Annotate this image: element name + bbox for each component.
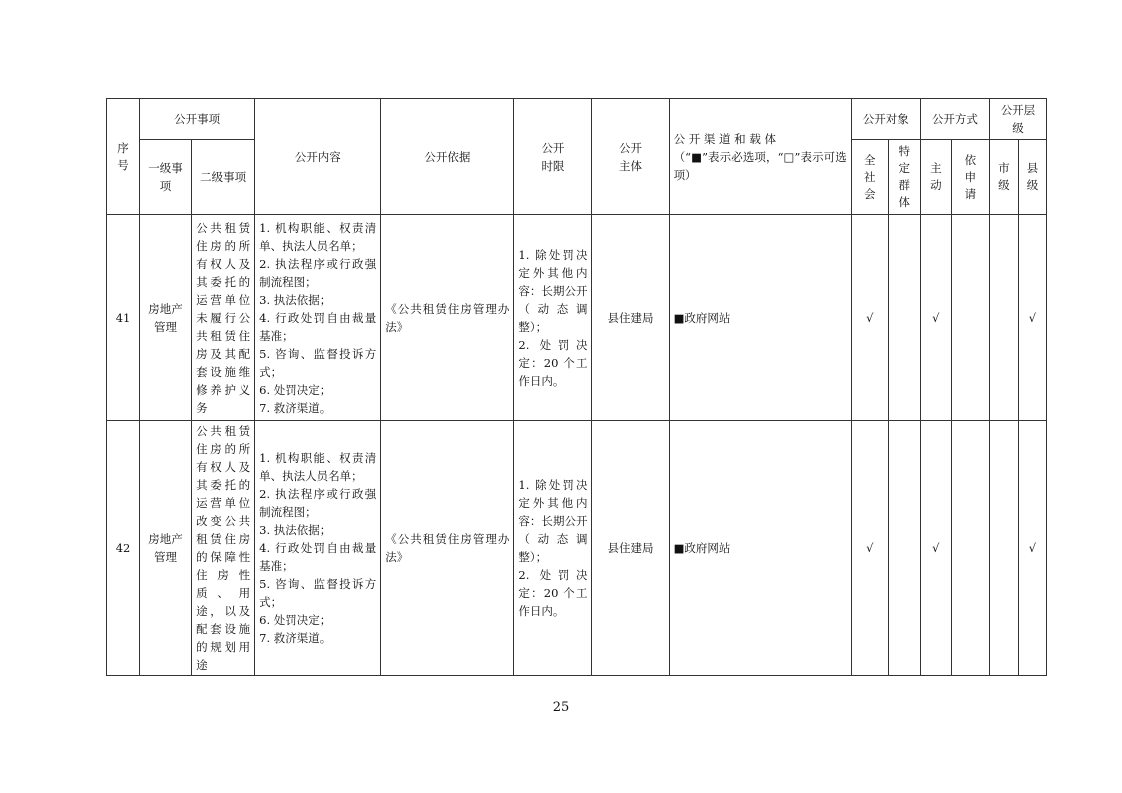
header-level-county: 县 级	[1018, 140, 1046, 215]
row-level2: 公共租赁住房的所有权人及其委托的运营单位改变公共租赁住房的保障性住房性质、用途，以及配套设施的规划用途	[192, 421, 255, 676]
row-level-county: √	[1018, 421, 1046, 676]
row-subject: 县住建局	[592, 215, 669, 421]
row-method-active: √	[920, 421, 951, 676]
row-level-city	[989, 215, 1018, 421]
header-matter: 公开事项	[140, 99, 255, 140]
header-method-request: 依 申 请	[951, 140, 989, 215]
header-seq: 序 号	[107, 99, 140, 215]
header-basis: 公开依据	[381, 99, 514, 215]
row-target-all: √	[851, 421, 888, 676]
header-content: 公开内容	[255, 99, 381, 215]
row-content: 1. 机构职能、权责清单、执法人员名单； 2. 执法程序或行政强制流程图； 3. 执法依据； 4. 行政处罚自由裁量基准； 5. 咨询、监督投诉方式； 6. 处罚决定； 7. 救济渠道。	[255, 421, 381, 676]
row-content: 1. 机构职能、权责清单、执法人员名单； 2. 执法程序或行政强制流程图； 3. 执法依据； 4. 行政处罚自由裁量基准； 5. 咨询、监督投诉方式； 6. 处罚决定； 7. 救济渠道。	[255, 215, 381, 421]
row-target-specific	[888, 421, 920, 676]
row-target-specific	[888, 215, 920, 421]
row-basis: 《公共租赁住房管理办法》	[381, 421, 514, 676]
row-subject: 县住建局	[592, 421, 669, 676]
header-method: 公开方式	[920, 99, 989, 140]
disclosure-table	[106, 98, 1047, 676]
row-channel: ■政府网站	[669, 215, 851, 421]
header-level1: 一级事 项	[140, 140, 192, 215]
header-level: 公开层 级	[989, 99, 1046, 140]
row-method-request	[951, 421, 989, 676]
header-target-all: 全 社 会	[851, 140, 888, 215]
header-row-1	[107, 99, 1047, 140]
row-target-all: √	[851, 215, 888, 421]
row-seq: 42	[107, 421, 140, 676]
header-time-limit: 公开 时限	[514, 99, 592, 215]
row-time-limit: 1. 除处罚决定外其他内容：长期公开（动态调整）； 2. 处罚决定：20 个工作日内。	[514, 215, 592, 421]
row-basis: 《公共租赁住房管理办法》	[381, 215, 514, 421]
row-time-limit: 1. 除处罚决定外其他内容：长期公开（动态调整）； 2. 处罚决定：20 个工作日内。	[514, 421, 592, 676]
header-channel: 公 开 渠 道 和 载 体 （“■”表示必选项，“□”表示可选项）	[669, 99, 851, 215]
page-number: 25	[552, 700, 570, 715]
header-level2: 二级事项	[192, 140, 255, 215]
header-target-specific: 特 定 群 体	[888, 140, 920, 215]
row-method-active: √	[920, 215, 951, 421]
row-channel: ■政府网站	[669, 421, 851, 676]
row-level1: 房地产 管理	[140, 421, 192, 676]
header-subject: 公开 主体	[592, 99, 669, 215]
table-row	[107, 215, 1047, 421]
row-method-request	[951, 215, 989, 421]
header-target: 公开对象	[851, 99, 920, 140]
row-seq: 41	[107, 215, 140, 421]
header-method-active: 主 动	[920, 140, 951, 215]
table-row	[107, 421, 1047, 676]
row-level1: 房地产 管理	[140, 215, 192, 421]
row-level2: 公共租赁住房的所有权人及其委托的运营单位未履行公共租赁住房及其配套设施维修养护义务	[192, 215, 255, 421]
header-level-city: 市 级	[989, 140, 1018, 215]
row-level-city	[989, 421, 1018, 676]
row-level-county: √	[1018, 215, 1046, 421]
